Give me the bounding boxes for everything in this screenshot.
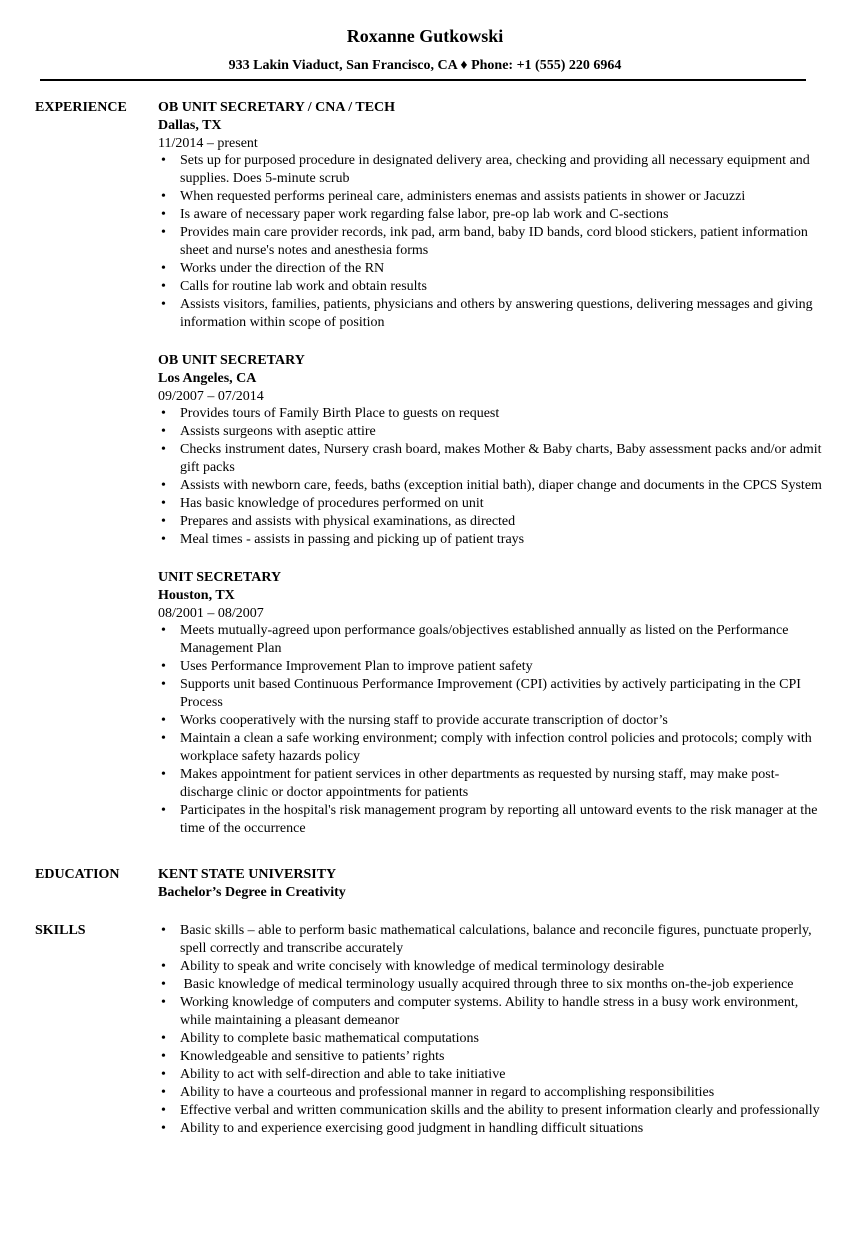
- list-item: [158, 622, 825, 658]
- list-item-text: Ability to speak and write concisely with knowledge of medical terminology desirable: [180, 959, 665, 974]
- candidate-name: Roxanne Gutkowski: [346, 26, 504, 46]
- list-item: [158, 1102, 825, 1120]
- bullet-icon: •: [161, 297, 166, 312]
- list-item: [158, 1066, 825, 1084]
- list-item-text: Has basic knowledge of procedures performed on unit: [180, 496, 484, 511]
- education-body: [158, 866, 825, 902]
- list-item: [158, 1030, 825, 1048]
- list-item: [158, 802, 825, 838]
- job-dates: 11/2014 – present: [158, 136, 258, 151]
- list-item: [158, 495, 825, 513]
- job-entry: [158, 352, 825, 549]
- list-item-text: Knowledgeable and sensitive to patients’ rights: [180, 1049, 445, 1064]
- list-item-text: Ability to act with self-direction and able to take initiative: [180, 1067, 506, 1082]
- bullet-icon: •: [161, 1085, 166, 1100]
- list-item: [158, 513, 825, 531]
- job-duties-list: [158, 405, 825, 549]
- bullet-icon: •: [161, 713, 166, 728]
- list-item-text: Supports unit based Continuous Performance Improvement (CPI) activities by actively participating in the CPI Process: [180, 677, 801, 710]
- list-item: [158, 676, 825, 712]
- job-title: OB UNIT SECRETARY / CNA / TECH: [158, 100, 396, 115]
- list-item: [158, 477, 825, 495]
- bullet-icon: •: [161, 442, 166, 457]
- bullet-icon: •: [161, 1103, 166, 1118]
- job-location: Dallas, TX: [158, 118, 222, 133]
- job-entry: [158, 569, 825, 838]
- list-item-text: Ability to complete basic mathematical computations: [180, 1031, 479, 1046]
- list-item-text: Is aware of necessary paper work regarding false labor, pre-op lab work and C-sections: [180, 207, 669, 222]
- bullet-icon: •: [161, 977, 166, 992]
- school-name: KENT STATE UNIVERSITY: [158, 867, 337, 882]
- job-title: UNIT SECRETARY: [158, 570, 282, 585]
- list-item-text: Makes appointment for patient services in other departments as requested by nursing staff, may make post-discharge clinic or doctor appointments for patients: [180, 767, 780, 800]
- bullet-icon: •: [161, 1031, 166, 1046]
- list-item: [158, 405, 825, 423]
- bullet-icon: •: [161, 1049, 166, 1064]
- list-item: [158, 712, 825, 730]
- list-item-text: Maintain a clean a safe working environment; comply with infection control policies and protocols; comply with workplace safety hazards policy: [180, 731, 812, 764]
- skills-body: [158, 922, 825, 1138]
- bullet-icon: •: [161, 424, 166, 439]
- job-location: Los Angeles, CA: [158, 371, 257, 386]
- job-dates: 09/2007 – 07/2014: [158, 389, 264, 404]
- bullet-icon: •: [161, 1121, 166, 1136]
- list-item-text: Provides main care provider records, ink pad, arm band, baby ID bands, cord blood stickers, patient information sheet and nurse's notes and anesthesia forms: [180, 225, 808, 258]
- list-item: [158, 730, 825, 766]
- experience-label: EXPERIENCE: [35, 100, 127, 115]
- list-item: [158, 296, 825, 332]
- job-entry: [158, 99, 825, 332]
- list-item: [158, 531, 825, 549]
- job-duties-list: [158, 152, 825, 332]
- bullet-icon: •: [161, 767, 166, 782]
- list-item-text: Assists with newborn care, feeds, baths (exception initial bath), diaper change and documents in the CPCS System: [180, 478, 822, 493]
- bullet-icon: •: [161, 514, 166, 529]
- bullet-icon: •: [161, 659, 166, 674]
- bullet-icon: •: [161, 959, 166, 974]
- job-duties-list: [158, 622, 825, 838]
- degree-name: Bachelor’s Degree in Creativity: [158, 885, 346, 900]
- bullet-icon: •: [161, 406, 166, 421]
- list-item: [158, 976, 825, 994]
- header-divider: [40, 79, 806, 81]
- list-item: [158, 441, 825, 477]
- skills-section: [35, 922, 825, 1138]
- list-item-text: Uses Performance Improvement Plan to improve patient safety: [180, 659, 533, 674]
- bullet-icon: •: [161, 803, 166, 818]
- list-item: [158, 423, 825, 441]
- list-item: [158, 278, 825, 296]
- experience-section: [35, 99, 825, 838]
- bullet-icon: •: [161, 731, 166, 746]
- list-item: [158, 224, 825, 260]
- bullet-icon: •: [161, 225, 166, 240]
- list-item-text: Provides tours of Family Birth Place to guests on request: [180, 406, 500, 421]
- list-item: [158, 1084, 825, 1102]
- bullet-icon: •: [161, 995, 166, 1010]
- list-item-text: When requested performs perineal care, administers enemas and assists patients in shower or Jacuzzi: [180, 189, 746, 204]
- list-item: [158, 206, 825, 224]
- list-item-text: Participates in the hospital's risk management program by reporting all untoward events to the risk manager at the time of the occurrence: [180, 803, 818, 836]
- job-title: OB UNIT SECRETARY: [158, 353, 305, 368]
- list-item-text: Meets mutually-agreed upon performance goals/objectives established annually as listed on the Performance Management Plan: [180, 623, 789, 656]
- list-item: [158, 188, 825, 206]
- bullet-icon: •: [161, 207, 166, 222]
- list-item-text: Calls for routine lab work and obtain results: [180, 279, 427, 294]
- skills-label: SKILLS: [35, 923, 86, 938]
- bullet-icon: •: [161, 496, 166, 511]
- contact-line: 933 Lakin Viaduct, San Francisco, CA ♦ Phone: +1 (555) 220 6964: [228, 58, 622, 73]
- bullet-icon: •: [161, 623, 166, 638]
- list-item: [158, 260, 825, 278]
- bullet-icon: •: [161, 261, 166, 276]
- list-item-text: Assists surgeons with aseptic attire: [180, 424, 376, 439]
- list-item-text: Works under the direction of the RN: [180, 261, 385, 276]
- resume-header: [40, 24, 810, 75]
- list-item-text: Works cooperatively with the nursing staff to provide accurate transcription of doctor’s: [180, 713, 668, 728]
- list-item: [158, 1048, 825, 1066]
- list-item: [158, 152, 825, 188]
- list-item: [158, 922, 825, 958]
- list-item-text: Basic skills – able to perform basic mathematical calculations, balance and reconcile figures, punctuate properly, spell correctly and transcribe accurately: [180, 923, 812, 956]
- skills-list: [158, 922, 825, 1138]
- list-item-text: Sets up for purposed procedure in designated delivery area, checking and providing all necessary equipment and supplies. Does 5-minute scrub: [180, 153, 810, 186]
- list-item-text: Basic knowledge of medical terminology usually acquired through three to six months on-the-job experience: [180, 977, 794, 992]
- list-item-text: Ability to have a courteous and professional manner in regard to accomplishing responsibilities: [180, 1085, 715, 1100]
- bullet-icon: •: [161, 923, 166, 938]
- list-item-text: Meal times - assists in passing and picking up of patient trays: [180, 532, 525, 547]
- bullet-icon: •: [161, 1067, 166, 1082]
- bullet-icon: •: [161, 279, 166, 294]
- list-item: [158, 1120, 825, 1138]
- bullet-icon: •: [161, 532, 166, 547]
- education-section: [35, 866, 825, 902]
- bullet-icon: •: [161, 677, 166, 692]
- list-item: [158, 994, 825, 1030]
- list-item-text: Effective verbal and written communication skills and the ability to present information clearly and professionally: [180, 1103, 820, 1118]
- list-item: [158, 958, 825, 976]
- list-item-text: Ability to and experience exercising good judgment in handling difficult situations: [180, 1121, 644, 1136]
- bullet-icon: •: [161, 153, 166, 168]
- bullet-icon: •: [161, 189, 166, 204]
- list-item-text: Checks instrument dates, Nursery crash board, makes Mother & Baby charts, Baby assessment packs and/or admit gift packs: [180, 442, 822, 475]
- list-item: [158, 766, 825, 802]
- list-item-text: Assists visitors, families, patients, physicians and others by answering questions, delivering messages and giving information within scope of position: [180, 297, 813, 330]
- job-location: Houston, TX: [158, 588, 235, 603]
- job-dates: 08/2001 – 08/2007: [158, 606, 264, 621]
- bullet-icon: •: [161, 478, 166, 493]
- list-item-text: Prepares and assists with physical examinations, as directed: [180, 514, 516, 529]
- list-item-text: Working knowledge of computers and computer systems. Ability to handle stress in a busy work environment, while maintaining a pleasant demeanor: [180, 995, 799, 1028]
- list-item: [158, 658, 825, 676]
- education-label: EDUCATION: [35, 867, 120, 882]
- experience-body: [158, 99, 825, 838]
